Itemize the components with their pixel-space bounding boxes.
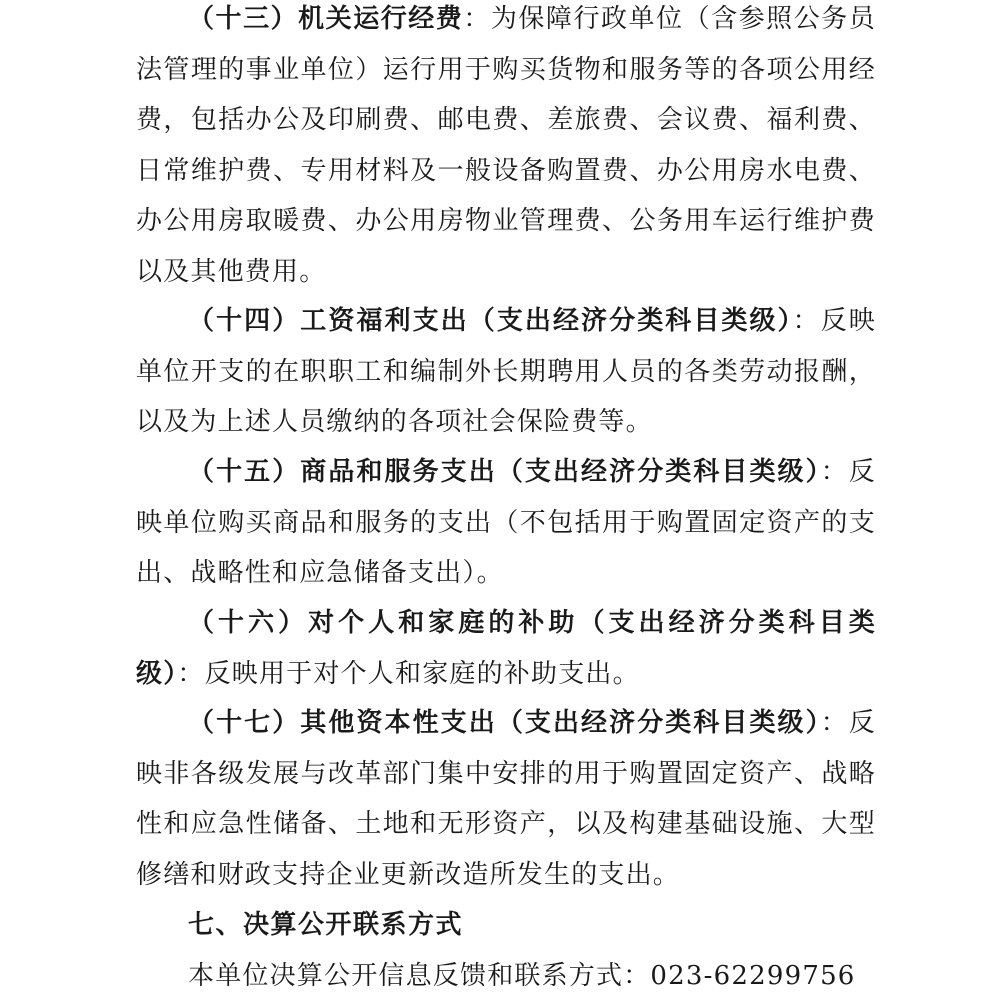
- contact-info: 本单位决算公开信息反馈和联系方式：023-62299756: [188, 961, 856, 991]
- paragraph-body: ：为保障行政单位（含参照公务员法管理的事业单位）运行用于购买货物和服务等的各项公用经费，包括办公及印刷费、邮电费、差旅费、会议费、福利费、日常维护费、专用材料及一般设备购置费、办公用房水电费、办公用房取暖费、办公用房物业管理费、公务用车运行维护费以及其他费用。: [136, 4, 876, 287]
- section-heading: 七、决算公开联系方式: [188, 910, 464, 940]
- paragraph-item-17: [136, 698, 876, 900]
- paragraph-lead: （十七）其他资本性支出（支出经济分类科目类级）: [188, 708, 821, 738]
- paragraph-lead: （十六）对个人和家庭的补助（支出经济分类科目类级）: [136, 608, 876, 689]
- paragraph-item-16: [136, 598, 876, 699]
- paragraph-item-15: [136, 447, 876, 599]
- paragraph-item-14: [136, 296, 876, 448]
- paragraph-body: ：反映用于对个人和家庭的补助支出。: [177, 658, 640, 689]
- paragraph-lead: （十五）商品和服务支出（支出经济分类科目类级）: [188, 457, 821, 487]
- paragraph-body: ：反映非各级发展与改革部门集中安排的用于购置固定资产、战略性和应急性储备、土地和无形资产，以及构建基础设施、大型修缮和财政支持企业更新改造所发生的支出。: [136, 708, 876, 890]
- paragraph-lead: （十四）工资福利支出（支出经济分类科目类级）: [188, 306, 793, 336]
- paragraph-lead: （十三）机关运行经费: [188, 4, 464, 34]
- paragraph-item-13: [136, 0, 876, 297]
- paragraph-body: ：反映单位购买商品和服务的支出（不包括用于购置固定资产的支出、战略性和应急储备支出）。: [136, 457, 876, 588]
- paragraph-body: ：反映单位开支的在职职工和编制外长期聘用人员的各类劳动报酬，以及为上述人员缴纳的各项社会保险费等。: [136, 306, 876, 437]
